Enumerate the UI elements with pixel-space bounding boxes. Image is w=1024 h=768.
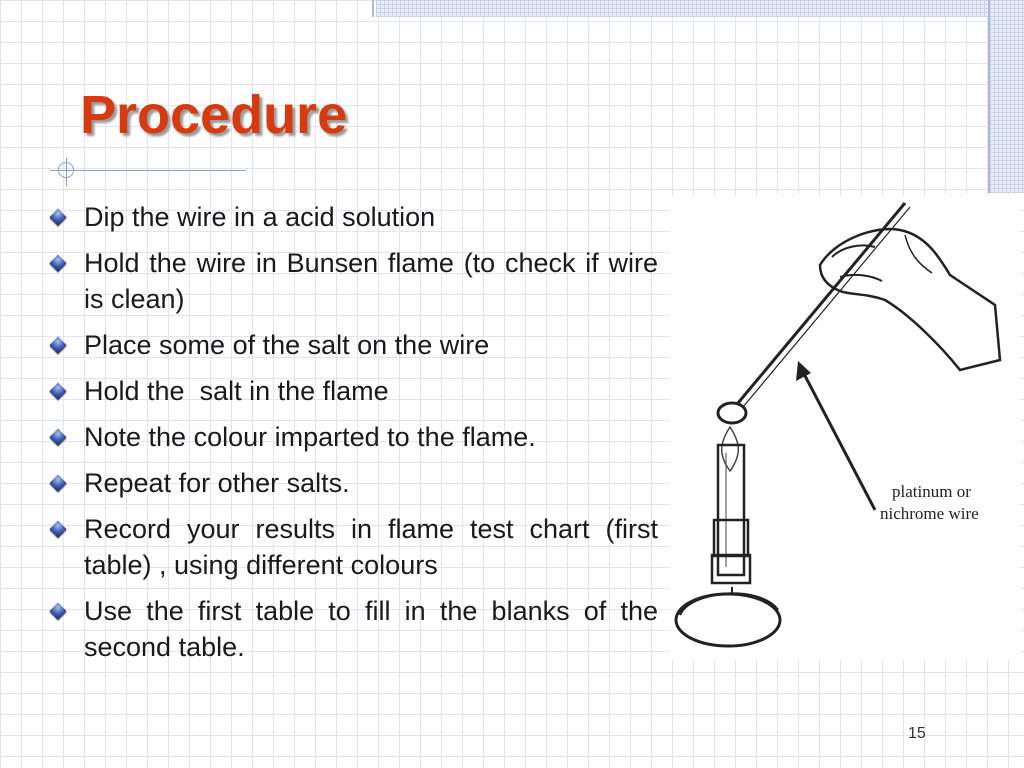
list-item xyxy=(46,465,658,501)
frame-line xyxy=(988,0,990,193)
page-number: 15 xyxy=(908,725,926,742)
diamond-bullet-icon xyxy=(50,475,67,492)
step-text: Dip the wire in a acid solution xyxy=(84,202,436,232)
list-item xyxy=(46,199,658,235)
slide-title: Procedure xyxy=(80,85,348,145)
diamond-bullet-icon xyxy=(50,255,67,272)
figure-label-line2: nichrome wire xyxy=(880,504,979,523)
flame-test-illustration xyxy=(670,195,1020,660)
figure-label-line1: platinum or xyxy=(892,482,971,501)
step-text: Repeat for other salts. xyxy=(84,468,350,498)
step-text: Note the colour imparted to the flame. xyxy=(84,422,536,452)
diamond-bullet-icon xyxy=(50,383,67,400)
diamond-bullet-icon xyxy=(50,337,67,354)
title-ornament-tick xyxy=(66,158,67,186)
frame-line xyxy=(372,0,374,17)
diamond-bullet-icon xyxy=(50,429,67,446)
header-pattern-band xyxy=(376,0,1024,17)
step-text: Place some of the salt on the wire xyxy=(84,330,490,360)
list-item xyxy=(46,419,658,455)
title-underline xyxy=(50,170,246,171)
procedure-steps-list xyxy=(46,199,658,675)
step-text: Hold the salt in the flame xyxy=(84,376,389,406)
step-text: Use the first table to fill in the blanks of the second table. xyxy=(84,596,658,662)
list-item xyxy=(46,245,658,317)
diamond-bullet-icon xyxy=(50,521,67,538)
list-item xyxy=(46,327,658,363)
list-item xyxy=(46,593,658,665)
step-text: Record your results in flame test chart (first table) , using different colours xyxy=(84,514,658,580)
step-text: Hold the wire in Bunsen flame (to check if wire is clean) xyxy=(84,248,658,314)
side-pattern-band xyxy=(990,0,1024,193)
diamond-bullet-icon xyxy=(50,603,67,620)
diamond-bullet-icon xyxy=(50,209,67,226)
list-item xyxy=(46,373,658,409)
list-item xyxy=(46,511,658,583)
